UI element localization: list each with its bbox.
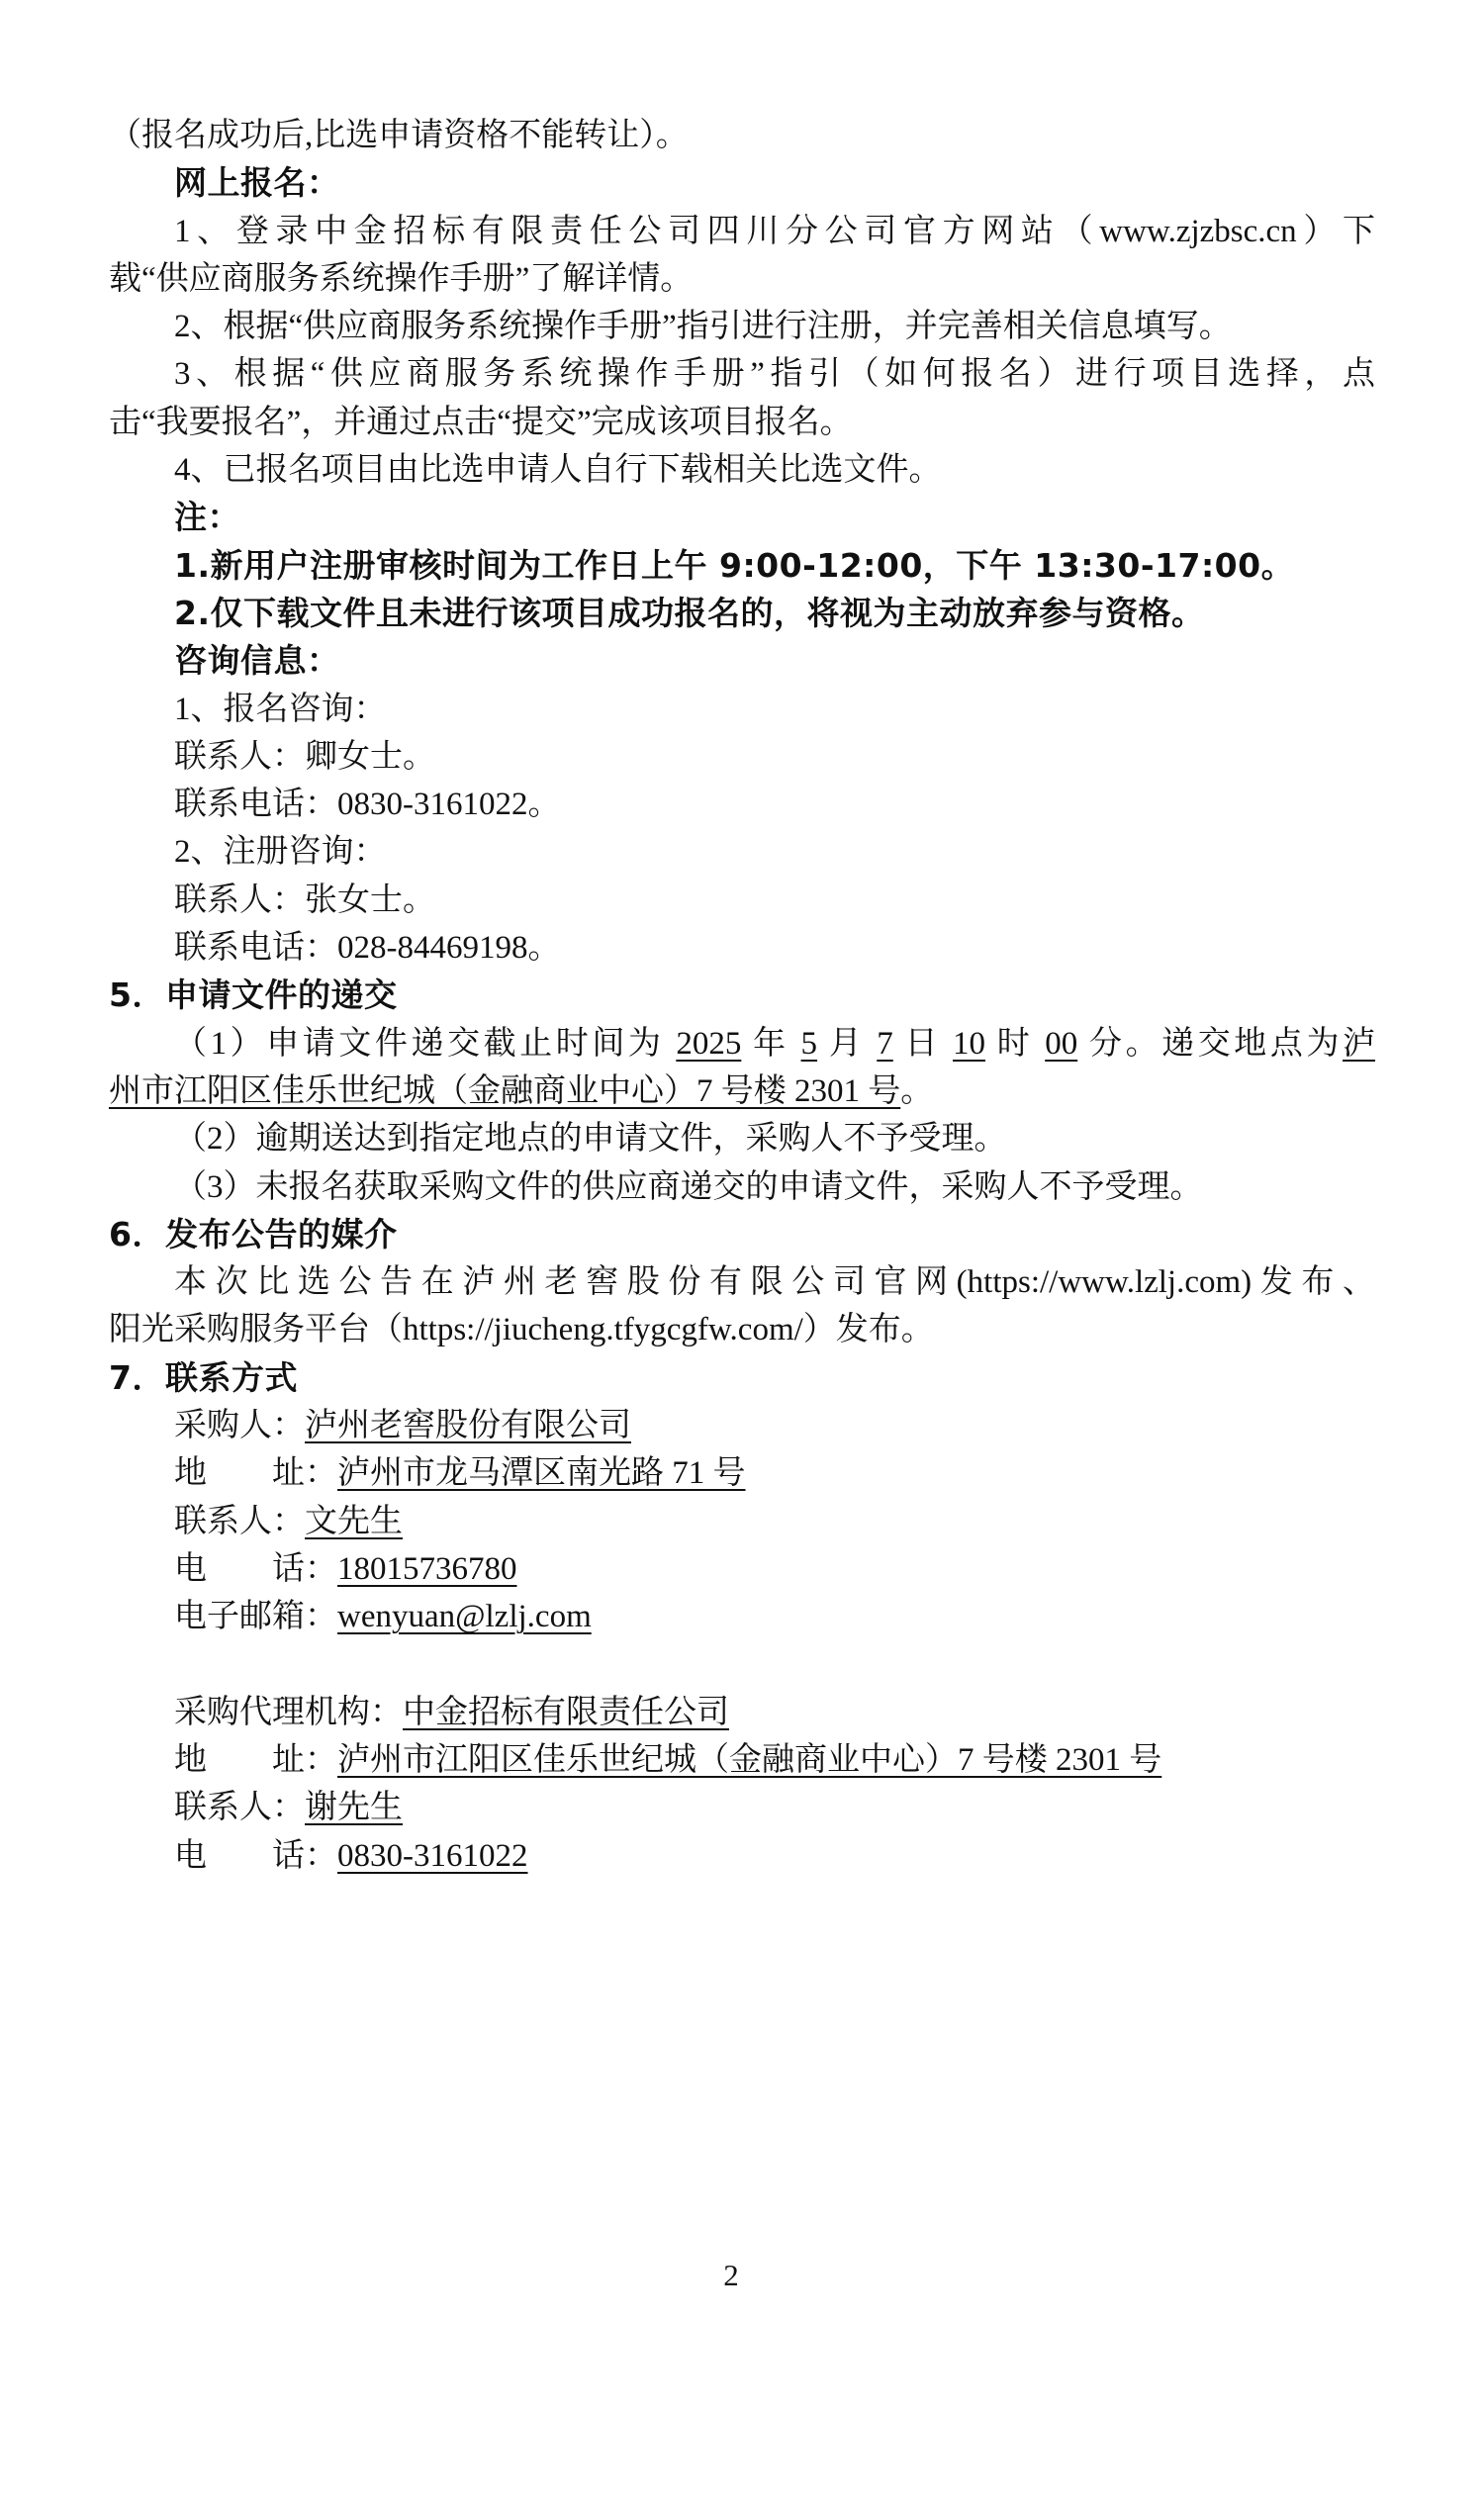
text-segment: （2）逾期送达到指定地点的申请文件，采购人不予受理。: [174, 1121, 1007, 1158]
item-3-line-1: [109, 350, 1375, 398]
text-segment: 1、报名咨询：: [174, 691, 387, 727]
text-segment: 4、已报名项目由比选申请人自行下载相关比选文件。: [174, 452, 942, 489]
section-5-item-1-line-1: [109, 1020, 1375, 1067]
purchaser-phone: [109, 1545, 1375, 1593]
text-segment: 联系人：: [174, 1790, 305, 1826]
text-segment: （3）未报名获取采购文件的供应商递交的申请文件，采购人不予受理。: [174, 1168, 1203, 1205]
text-segment: 3、根据“供应商服务系统操作手册”指引（如何报名）进行项目选择，点: [174, 356, 1375, 393]
section-5-item-3: [109, 1163, 1375, 1211]
text-segment: 采购代理机构：: [174, 1694, 403, 1730]
text-segment: 月: [817, 1025, 878, 1062]
consult-signup-phone: [109, 781, 1375, 828]
text-segment: 1.新用户注册审核时间为工作日上午 9:00-12:00，下午 13:30-17:00。: [174, 545, 1295, 585]
agency-phone: [109, 1832, 1375, 1880]
text-segment: 采购人：: [174, 1408, 305, 1444]
item-3-line-2: [109, 399, 1375, 446]
text-segment: 联系人：卿女士。: [174, 738, 435, 775]
text-segment: 联系电话：028-84469198。: [174, 930, 561, 967]
underlined-text: 州市江阳区佳乐世纪城（金融商业中心）7 号楼 2301 号: [109, 1072, 901, 1109]
item-1-line-1: [109, 208, 1375, 255]
para-transfer-note: [109, 112, 1375, 159]
underlined-text: wenyuan@lzlj.com: [337, 1599, 592, 1635]
heading-consult-info: [109, 637, 1375, 685]
section-5-heading: [109, 972, 1375, 1019]
agency-address: [109, 1736, 1375, 1784]
text-segment: 2、根据“供应商服务系统操作手册”指引进行注册，并完善相关信息填写。: [174, 309, 1232, 345]
text-segment: （报名成功后,比选申请资格不能转让）。: [109, 118, 689, 153]
purchaser-contact: [109, 1498, 1375, 1545]
underlined-text: 18015736780: [337, 1550, 517, 1587]
note-1: [109, 542, 1375, 590]
text-segment: 联系电话：0830-3161022。: [174, 787, 561, 823]
underlined-text: 泸州市江阳区佳乐世纪城（金融商业中心）7 号楼 2301 号: [337, 1742, 1162, 1779]
underlined-text: 2025: [676, 1025, 742, 1062]
underlined-text: 7: [877, 1025, 893, 1062]
underlined-text: 泸州老窖股份有限公司: [305, 1408, 631, 1444]
underlined-text: 0830-3161022: [337, 1837, 528, 1874]
page-number: 2: [723, 2258, 739, 2292]
underlined-text: 泸: [1343, 1025, 1376, 1062]
consult-register-phone: [109, 924, 1375, 972]
item-2: [109, 303, 1375, 350]
text-segment: 本次比选公告在泸州老窖股份有限公司官网(https://www.lzlj.com)发布、: [174, 1264, 1375, 1301]
consult-signup-contact: [109, 733, 1375, 781]
underlined-text: 泸州市龙马潭区南光路 71 号: [337, 1455, 746, 1492]
consult-register-contact: [109, 877, 1375, 924]
text-segment: 电 话：: [174, 1550, 337, 1587]
text-segment: 电 话：: [174, 1837, 337, 1874]
section-5-item-1-line-2: [109, 1067, 1375, 1115]
text-segment: 注：: [174, 498, 240, 537]
agency-contact: [109, 1784, 1375, 1831]
text-segment: 7．联系方式: [109, 1357, 298, 1397]
text-segment: 年: [741, 1025, 801, 1062]
text-segment: 网上报名：: [174, 163, 340, 203]
consult-register: [109, 828, 1375, 876]
text-segment: 5．申请文件的递交: [109, 975, 398, 1015]
underlined-text: 中金招标有限责任公司: [403, 1694, 729, 1730]
text-segment: 联系人：张女士。: [174, 882, 435, 918]
consult-signup: [109, 686, 1375, 733]
item-1-line-2: [109, 255, 1375, 303]
text-segment: 地 址：: [174, 1742, 337, 1779]
underlined-text: 5: [800, 1025, 818, 1062]
text-segment: 1、登录中金招标有限责任公司四川分公司官方网站（www.zjzbsc.cn）下: [174, 213, 1375, 249]
purchaser-name: [109, 1402, 1375, 1449]
agency-name: [109, 1689, 1375, 1736]
text-segment: 分。递交地点为: [1077, 1025, 1344, 1062]
text-segment: 6．发布公告的媒介: [109, 1214, 398, 1253]
section-5-item-2: [109, 1115, 1375, 1162]
underlined-text: 00: [1045, 1025, 1078, 1062]
underlined-text: 谢先生: [305, 1790, 403, 1826]
text-segment: 时: [984, 1025, 1046, 1062]
purchaser-address: [109, 1449, 1375, 1497]
text-segment: 电子邮箱：: [174, 1599, 337, 1635]
text-segment: 2、注册咨询：: [174, 834, 387, 871]
text-segment: 。: [900, 1072, 934, 1109]
text-segment: 咨询信息：: [174, 641, 340, 681]
section-6-body-line-2: [109, 1306, 1375, 1353]
text-segment: 联系人：: [174, 1503, 305, 1539]
underlined-text: 10: [952, 1025, 985, 1062]
heading-note: [109, 494, 1375, 541]
text-segment: 载“供应商服务系统操作手册”了解详情。: [109, 260, 694, 297]
text-segment: （1）申请文件递交截止时间为: [174, 1025, 677, 1062]
section-6-body-line-1: [109, 1258, 1375, 1306]
section-6-heading: [109, 1211, 1375, 1258]
text-segment: 日: [892, 1025, 953, 1062]
note-2: [109, 590, 1375, 637]
text-segment: 地 址：: [174, 1455, 337, 1492]
item-4: [109, 446, 1375, 494]
underlined-text: 文先生: [305, 1503, 403, 1539]
heading-online-signup: [109, 159, 1375, 207]
section-7-heading: [109, 1354, 1375, 1402]
purchaser-email: [109, 1593, 1375, 1640]
text-segment: 阳光采购服务平台（https://jiucheng.tfygcgfw.com/）发布。: [109, 1312, 934, 1348]
text-segment: 2.仅下载文件且未进行该项目成功报名的，将视为主动放弃参与资格。: [174, 593, 1205, 632]
blank-line: [109, 1641, 1375, 1689]
document-body: [109, 112, 1375, 1880]
text-segment: 击“我要报名”，并通过点击“提交”完成该项目报名。: [109, 404, 853, 440]
